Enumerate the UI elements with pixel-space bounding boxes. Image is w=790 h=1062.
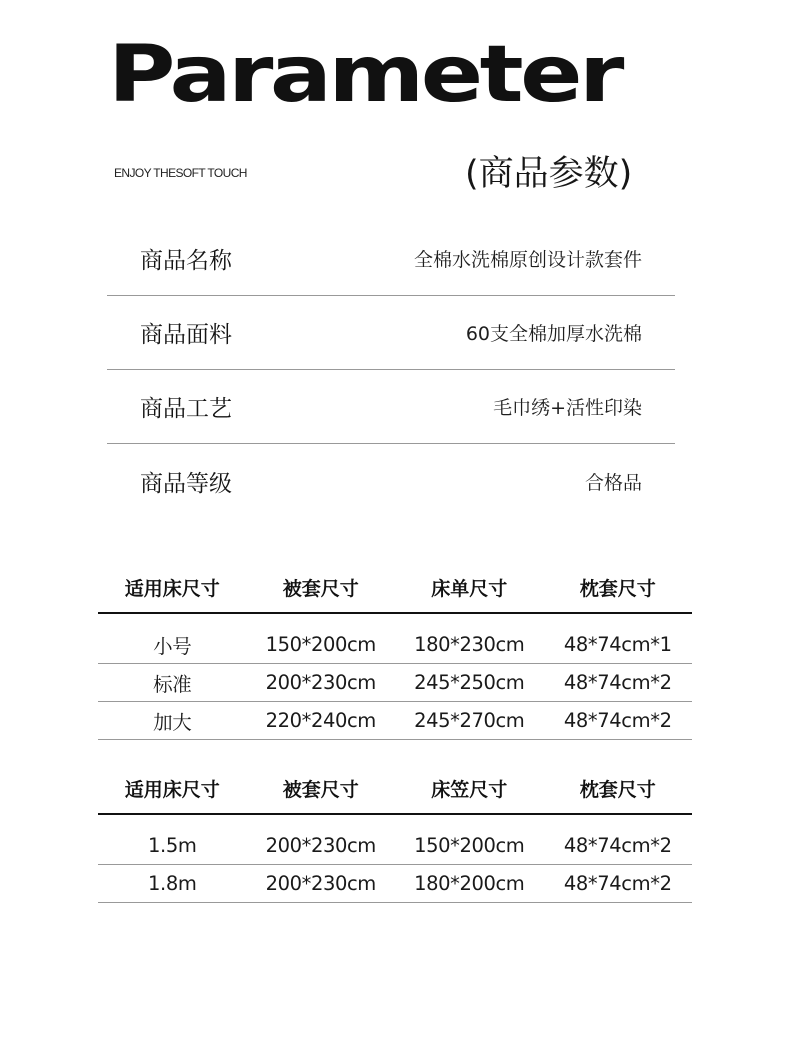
param-value: 全棉水洗棉原创设计款套件 — [413, 249, 642, 271]
table-cell: 150*200cm — [247, 626, 396, 664]
table-cell: 245*250cm — [395, 664, 544, 702]
column-header: 适用床尺寸 — [98, 763, 247, 814]
param-label: 商品等级 — [140, 470, 232, 497]
table-cell: 小号 — [98, 626, 247, 664]
param-label: 商品面料 — [140, 322, 232, 348]
table-cell: 245*270cm — [395, 702, 544, 740]
table-cell: 220*240cm — [247, 702, 396, 740]
column-header: 适用床尺寸 — [98, 562, 247, 613]
table-cell: 180*200cm — [395, 865, 544, 903]
tagline: ENJOY THESOFT TOUCH — [114, 166, 247, 180]
product-params-list — [107, 222, 675, 518]
table-cell: 200*230cm — [247, 827, 396, 865]
param-row-fabric — [107, 296, 675, 370]
table-row — [98, 865, 692, 903]
param-label: 商品名称 — [140, 248, 232, 274]
table-cell: 200*230cm — [247, 865, 396, 903]
table-cell: 48*74cm*2 — [544, 664, 693, 702]
table-row — [98, 664, 692, 702]
table-cell: 48*74cm*2 — [544, 702, 693, 740]
param-value: 毛巾绣+活性印染 — [493, 397, 642, 419]
size-table-sheet — [98, 562, 692, 740]
table-row — [98, 827, 692, 865]
table-cell: 标准 — [98, 664, 247, 702]
page-subtitle: (商品参数) — [465, 154, 633, 194]
column-header: 床单尺寸 — [395, 562, 544, 613]
param-row-name — [107, 222, 675, 296]
param-value: 60支全棉加厚水洗棉 — [465, 323, 642, 345]
table-cell: 48*74cm*2 — [544, 827, 693, 865]
table-cell: 150*200cm — [395, 827, 544, 865]
table-header-row — [98, 562, 692, 613]
table-cell: 加大 — [98, 702, 247, 740]
table-cell: 1.5m — [98, 827, 247, 865]
table-cell: 200*230cm — [247, 664, 396, 702]
column-header: 枕套尺寸 — [544, 562, 693, 613]
table-cell: 180*230cm — [395, 626, 544, 664]
table-cell: 48*74cm*1 — [544, 626, 693, 664]
param-row-grade — [107, 444, 675, 518]
page-title: Parameter — [108, 30, 621, 120]
table-header-row — [98, 763, 692, 814]
param-value: 合格品 — [584, 471, 642, 494]
column-header: 被套尺寸 — [247, 763, 396, 814]
param-label: 商品工艺 — [140, 396, 232, 422]
column-header: 枕套尺寸 — [544, 763, 693, 814]
table-cell: 1.8m — [98, 865, 247, 903]
column-header: 被套尺寸 — [247, 562, 396, 613]
size-table-fitted — [98, 763, 692, 903]
table-cell: 48*74cm*2 — [544, 865, 693, 903]
column-header: 床笠尺寸 — [395, 763, 544, 814]
table-row — [98, 702, 692, 740]
table-row — [98, 626, 692, 664]
param-row-craft — [107, 370, 675, 444]
